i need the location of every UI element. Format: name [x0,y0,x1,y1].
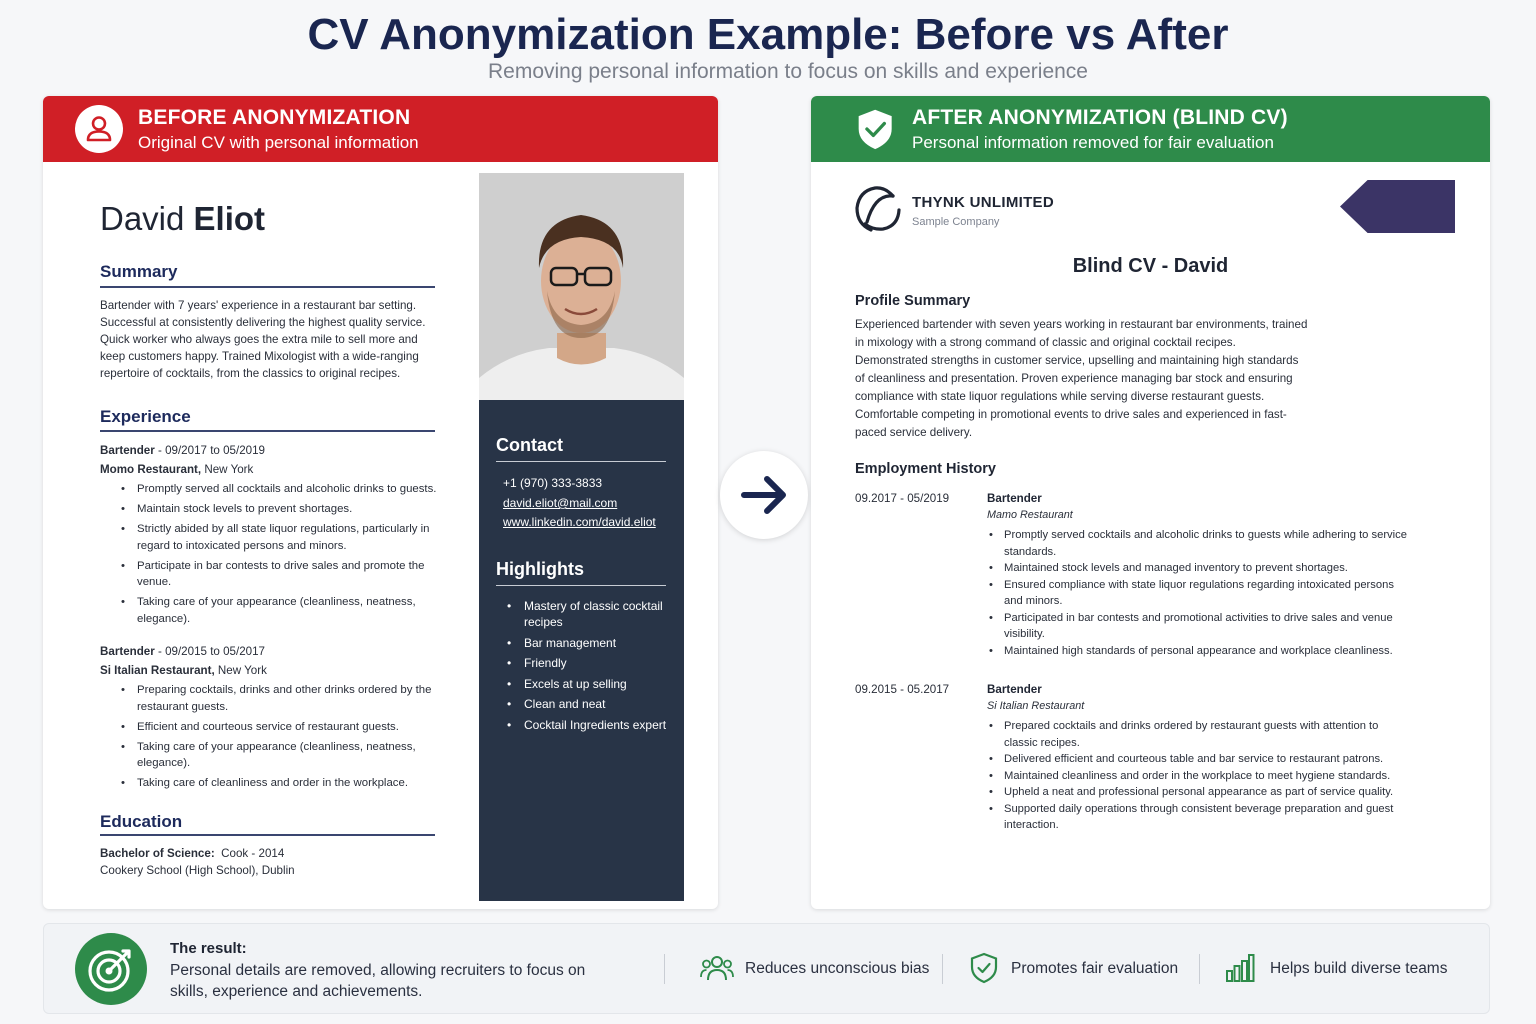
result-text: Personal details are removed, allowing recruiters to focus on skills, experience and achievements. [170,962,586,1000]
employment-company: Mamo Restaurant [987,509,1073,521]
feature-reduces-bias: Reduces unconscious bias [745,960,930,977]
shield-check-icon [970,952,998,984]
user-icon [75,105,123,153]
company-logo-icon [853,184,903,234]
company-subtitle: Sample Company [912,216,1000,228]
job-title-line [100,643,445,660]
after-header-title: AFTER ANONYMIZATION (BLIND CV) [912,106,1288,129]
job-role: Bartender [100,645,155,658]
page-title: CV Anonymization Example: Before vs After [307,10,1229,59]
profile-summary-text: Experienced bartender with seven years working in restaurant bar environments, trained in mixology with a strong command of classic and original cocktail recipes. Demonstrated strengths in customer service, upselling and maintaining high standards of cleanliness and presentation. Proven experience managing bar stock and ensuring compliance with state liquor regulations while serving diverse restaurant guests. Comfortable competing in promotional events to drive sales and experienced in fast-paced service delivery. [855,318,1308,439]
experience-heading: Experience [100,407,191,426]
list-item: • Upheld a neat and professional personal appearance as part of service quality. [855,784,1415,801]
job-bullets [100,481,445,627]
after-header [811,96,1490,162]
list-item: • Maintained stock levels and managed inventory to prevent shortages. [855,560,1415,577]
job-title-line [100,442,445,459]
after-header-subtitle: Personal information removed for fair evaluation [912,133,1274,152]
before-header-title: BEFORE ANONYMIZATION [138,106,411,129]
list-item: • Taking care of your appearance (cleanliness, neatness, elegance). [100,594,445,627]
redaction-tag [1340,180,1455,233]
footer-divider [664,954,665,984]
list-item: • Clean and neat [479,696,679,712]
list-item: • Excels at up selling [479,676,679,692]
profile-summary-heading: Profile Summary [855,293,971,309]
candidate-name [100,200,265,238]
job-bullets [100,682,445,792]
list-item: • Delivered efficient and courteous table and bar service to restaurant patrons. [855,751,1415,768]
contact-linkedin-link[interactable]: www.linkedin.com/david.eliot [503,515,656,529]
list-item: • Maintained high standards of personal appearance and workplace cleanliness. [855,643,1415,660]
employment-role: Bartender [987,492,1042,505]
list-item: • Bar management [479,635,679,651]
first-name: David [100,200,185,237]
list-item: • Mastery of classic cocktail recipes [479,598,679,630]
contact-heading: Contact [496,435,563,455]
list-item: • Ensured compliance with state liquor regulations regarding intoxicated persons and minors. [855,577,1415,610]
contact-phone: +1 (970) 333-3833 [503,476,603,490]
employment-history-heading: Employment History [855,461,996,477]
list-item: • Maintained cleanliness and order in the workplace to meet hygiene standards. [855,768,1415,785]
list-item: • Efficient and courteous service of restaurant guests. [100,719,445,736]
summary-heading: Summary [100,262,178,281]
job-company-line [100,461,445,478]
education-heading: Education [100,812,183,831]
education-school: Cookery School (High School), Dublin [100,864,295,877]
employment-role: Bartender [987,683,1042,696]
arrow-badge [720,451,808,539]
job-dates: - 09/2017 to 05/2019 [154,444,265,457]
job-company-line [100,662,445,679]
list-item: • Friendly [479,655,679,671]
arrow-right-icon [720,451,808,539]
list-item: • Participate in bar contests to drive sales and promote the venue. [100,558,445,591]
list-item: • Promptly served cocktails and alcoholic drinks to guests while adhering to service standards. [855,527,1415,560]
list-item: • Taking care of cleanliness and order in the workplace. [100,775,445,792]
cv-sidebar [479,173,684,901]
list-item: • Prepared cocktails and drinks ordered by restaurant guests with attention to classic recipes. [855,718,1415,751]
shield-check-icon [855,105,899,153]
highlights-heading: Highlights [496,559,584,579]
list-item: • Promptly served all cocktails and alcoholic drinks to guests. [100,481,445,498]
employment-dates: 09.2017 - 05/2019 [855,492,950,505]
after-panel [811,96,1490,909]
footer-divider [942,954,943,984]
experience-divider [100,430,435,432]
list-item: • Cocktail Ingredients expert [479,717,679,733]
before-panel [43,96,718,909]
feature-diverse-teams: Helps build diverse teams [1270,960,1448,977]
list-item: • Strictly abided by all state liquor regulations, particularly in regard to intoxicated persons and minors. [100,521,445,554]
list-item: • Preparing cocktails, drinks and other drinks ordered by the restaurant guests. [100,682,445,715]
result-footer [43,923,1490,1014]
before-header [43,96,718,162]
job-location: New York [214,664,267,677]
employment-bullets [855,718,1415,834]
job-company: Momo Restaurant, [100,463,202,476]
job-dates: - 09/2015 to 05/2017 [154,645,265,658]
job-company: Si Italian Restaurant, [100,664,215,677]
job-entry [100,643,445,795]
education-divider [100,834,435,836]
job-location: New York [201,463,254,476]
summary-divider [100,286,435,288]
blind-cv-title: Blind CV - David [1072,255,1229,277]
users-icon [700,953,734,983]
education-degree: Bachelor of Science: [100,847,215,860]
footer-divider [1199,954,1200,984]
company-name: THYNK UNLIMITED [912,194,1054,211]
contact-email-link[interactable]: david.eliot@mail.com [503,496,618,510]
bar-chart-icon [1225,953,1255,983]
last-name: Eliot [193,200,266,237]
highlights-list [479,598,679,737]
list-item: • Supported daily operations through consistent beverage preparation and guest interaction. [855,801,1415,834]
result-title: The result: [170,940,247,957]
target-icon [75,933,147,1005]
before-header-subtitle: Original CV with personal information [138,133,419,152]
education-detail: Cook - 2014 [214,847,285,860]
employment-bullets [855,527,1415,659]
list-item: • Taking care of your appearance (cleanliness, neatness, elegance). [100,739,445,772]
summary-text: Bartender with 7 years' experience in a restaurant bar setting. Successful at consistently delivering the highest quality service. Quick worker who always goes the extra mile to sell more and keep customers happy. Trained Mixologist with a wide-ranging repertoire of cocktails, from the classics to original recipes. [100,299,426,380]
feature-fair-evaluation: Promotes fair evaluation [1011,960,1179,977]
employment-company: Si Italian Restaurant [987,700,1085,712]
job-entry [100,442,445,631]
job-role: Bartender [100,444,155,457]
list-item: • Participated in bar contests and promotional activities to drive sales and venue visibility. [855,610,1415,643]
page-subtitle: Removing personal information to focus on skills and experience [488,60,1088,83]
highlights-divider [496,585,666,586]
education-line [100,845,284,862]
employment-dates: 09.2015 - 05.2017 [855,683,950,696]
list-item: • Maintain stock levels to prevent shortages. [100,501,445,518]
profile-photo [479,173,684,400]
contact-divider [496,461,666,462]
